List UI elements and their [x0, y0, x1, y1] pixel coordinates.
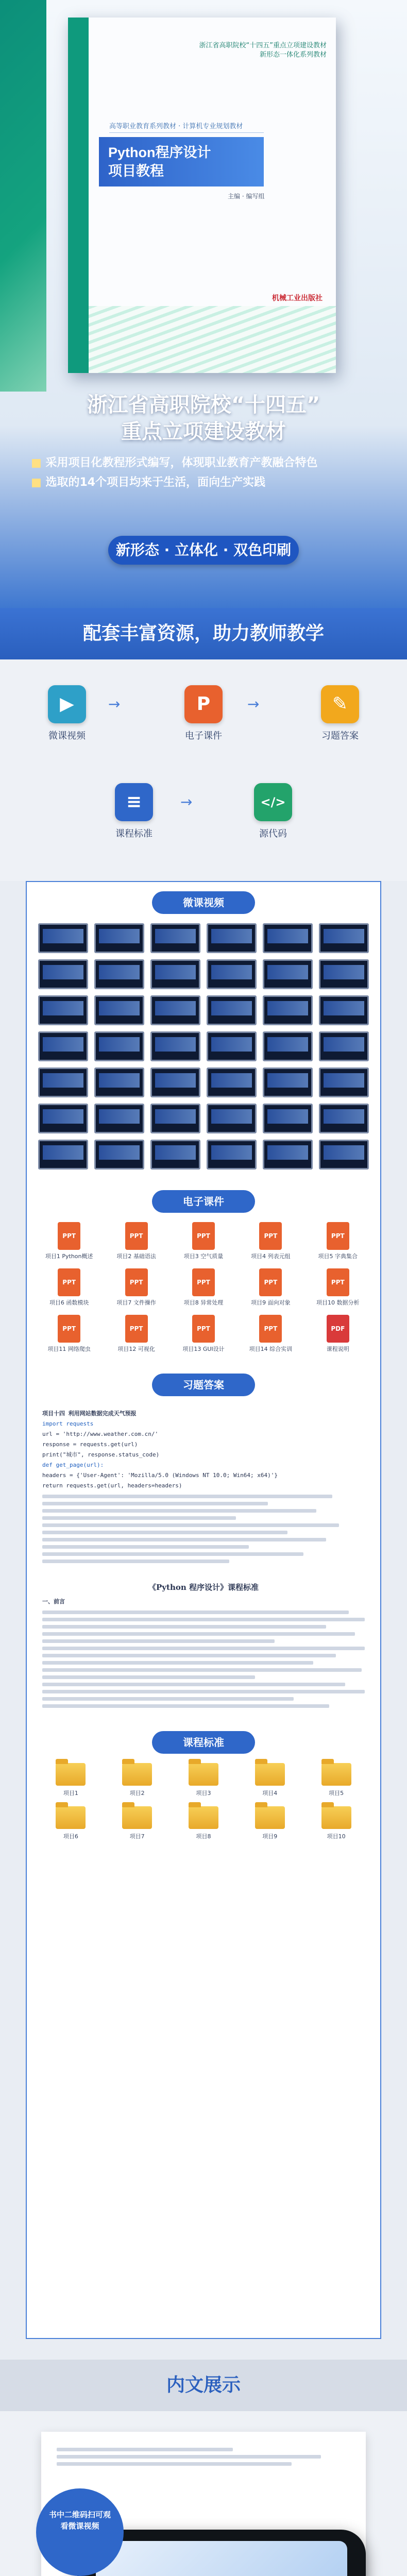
- video-thumb[interactable]: [207, 1031, 257, 1061]
- video-thumb[interactable]: [38, 959, 88, 989]
- ppt-file[interactable]: PPT 项目2 基础语法: [106, 1222, 166, 1260]
- video-thumb[interactable]: [207, 959, 257, 989]
- source-folder[interactable]: 项目7: [109, 1806, 166, 1840]
- resources-title: 配套丰富资源，助力教师教学: [0, 608, 407, 659]
- video-thumb[interactable]: [207, 995, 257, 1025]
- video-thumb[interactable]: [38, 1140, 88, 1170]
- ppt-file-icon: PPT: [125, 1222, 148, 1250]
- ppt-file[interactable]: PPT 项目8 异常处理: [174, 1268, 233, 1307]
- video-thumb-grid: [27, 923, 380, 1170]
- preview-section: [0, 2411, 407, 2576]
- hero-section: [0, 0, 407, 608]
- cover-stripe: [0, 0, 46, 392]
- video-thumb[interactable]: [319, 1031, 369, 1061]
- syllabus-sample: 《Python 程序设计》课程标准 一、前言: [27, 1577, 380, 1722]
- cover-pattern: [89, 306, 336, 373]
- video-pill: 微课视频: [152, 891, 255, 914]
- video-thumb[interactable]: [319, 923, 369, 953]
- video-thumb[interactable]: [150, 1104, 200, 1133]
- folder-icon: [56, 1806, 86, 1829]
- folder-icon: [56, 1763, 86, 1786]
- ppt-grid: [27, 1222, 380, 1353]
- pdf-file-icon: PDF: [327, 1315, 349, 1343]
- ppt-file-icon: PPT: [327, 1222, 349, 1250]
- video-thumb[interactable]: [207, 1140, 257, 1170]
- folder-icon: [122, 1806, 152, 1829]
- book-title: Python程序设计 项目教程: [99, 137, 264, 187]
- ppt-file-icon: PPT: [327, 1268, 349, 1296]
- video-thumb[interactable]: [263, 1104, 313, 1133]
- video-thumb[interactable]: [207, 923, 257, 953]
- ppt-file-icon: PPT: [259, 1315, 282, 1343]
- resource-answers[interactable]: ✎ 习题答案: [304, 685, 376, 742]
- hero-headline: 浙江省高职院校“十四五” 重点立项建设教材: [87, 393, 320, 444]
- ppt-file[interactable]: PPT 项目11 网络爬虫: [39, 1315, 99, 1353]
- book-cover: [68, 18, 336, 373]
- ppt-file[interactable]: PPT 项目12 可视化: [106, 1315, 166, 1353]
- ppt-file-icon: PPT: [125, 1268, 148, 1296]
- video-thumb[interactable]: [94, 1067, 144, 1097]
- video-thumb[interactable]: [94, 995, 144, 1025]
- source-folder[interactable]: 项目10: [308, 1806, 365, 1840]
- arrow-icon: →: [108, 696, 121, 713]
- hero-bullet: ■ 选取的14个项目均来于生活，面向生产实践: [31, 473, 381, 493]
- series-tag: 浙江省高职院校“十四五”重点立项建设教材 新形态一体化系列教材: [199, 42, 327, 59]
- arrow-icon: →: [247, 696, 260, 713]
- video-thumb[interactable]: [150, 995, 200, 1025]
- ppt-file-icon: PPT: [192, 1222, 215, 1250]
- video-thumb[interactable]: [150, 959, 200, 989]
- folder-icon: [122, 1763, 152, 1786]
- video-thumb[interactable]: [150, 1067, 200, 1097]
- folder-icon: [321, 1806, 351, 1829]
- ppt-file[interactable]: PPT 项目1 Python概述: [39, 1222, 99, 1260]
- video-thumb[interactable]: [150, 923, 200, 953]
- video-thumb[interactable]: [263, 1067, 313, 1097]
- ppt-file-icon: PPT: [58, 1315, 80, 1343]
- video-thumb[interactable]: [263, 923, 313, 953]
- source-folder[interactable]: 项目8: [175, 1806, 232, 1840]
- video-thumb[interactable]: [94, 959, 144, 989]
- video-thumb[interactable]: [319, 1104, 369, 1133]
- ppt-file[interactable]: PPT 项目7 文件操作: [106, 1268, 166, 1307]
- folder-icon: [189, 1763, 218, 1786]
- publisher-logo: 机械工业出版社: [272, 294, 323, 302]
- ppt-file[interactable]: PPT 项目14 综合实训: [241, 1315, 300, 1353]
- preview-title: 内文展示: [0, 2360, 407, 2411]
- source-folder[interactable]: 项目4: [241, 1763, 298, 1797]
- answers-code-sample: 项目十四 利用网站数据完成天气预报 import requests url = 'http://www.weather.com.cn/' response = requests.get(url) print("城市", response.status_code) def get_page(url): headers = {'User-Agent': 'Mozilla/5.0 (Windows NT 10.0; Win64; x64)'} return requests.get(url, headers=headers): [27, 1405, 380, 1577]
- ppt-file[interactable]: PPT 项目3 空气质量: [174, 1222, 233, 1260]
- answers-pill: 习题答案: [152, 1374, 255, 1396]
- folder-icon: [255, 1806, 285, 1829]
- standard-icon: ≡: [115, 783, 153, 821]
- hero-bullets: [31, 453, 381, 493]
- ppt-file[interactable]: PPT 项目4 列表元组: [241, 1222, 300, 1260]
- source-folder[interactable]: 项目3: [175, 1763, 232, 1797]
- resource-standard[interactable]: ≡ 课程标准: [98, 783, 170, 840]
- ppt-file[interactable]: PPT 项目9 面向对象: [241, 1268, 300, 1307]
- video-thumb[interactable]: [38, 1104, 88, 1133]
- syllabus-title: 《Python 程序设计》课程标准: [148, 1583, 259, 1592]
- video-thumb[interactable]: [319, 1067, 369, 1097]
- resource-video[interactable]: ▶ 微课视频: [31, 685, 103, 742]
- arrow-icon: →: [180, 793, 193, 810]
- pdf-file[interactable]: PDF 课程说明: [308, 1315, 368, 1353]
- video-thumb[interactable]: [319, 1140, 369, 1170]
- video-thumb[interactable]: [263, 959, 313, 989]
- folder-icon: [189, 1806, 218, 1829]
- book-editor: 主编 · 编写组: [228, 193, 265, 200]
- video-thumb[interactable]: [94, 1140, 144, 1170]
- feature-badge: 新形态 · 立体化 · 双色印刷: [108, 536, 299, 565]
- answers-icon: ✎: [321, 685, 359, 723]
- video-thumb[interactable]: [150, 1140, 200, 1170]
- source-folder-grid: [27, 1763, 380, 1856]
- ppt-pill: 电子课件: [152, 1190, 255, 1213]
- ppt-file[interactable]: PPT 项目10 数据分析: [308, 1268, 368, 1307]
- code-icon: </>: [254, 783, 292, 821]
- video-thumb[interactable]: [150, 1031, 200, 1061]
- ppt-file-icon: PPT: [58, 1222, 80, 1250]
- standard-pill: 课程标准: [152, 1731, 255, 1754]
- qr-bubble: 书中二维码扫可观看微课视频: [36, 2488, 124, 2576]
- video-thumb[interactable]: [38, 995, 88, 1025]
- video-thumb[interactable]: [94, 923, 144, 953]
- video-thumb[interactable]: [263, 1031, 313, 1061]
- resource-showcase: [26, 881, 381, 2339]
- video-thumb[interactable]: [38, 1067, 88, 1097]
- ppt-file-icon: PPT: [192, 1268, 215, 1296]
- ppt-file-icon: PPT: [259, 1268, 282, 1296]
- video-thumb[interactable]: [263, 995, 313, 1025]
- video-thumb[interactable]: [319, 995, 369, 1025]
- source-folder[interactable]: 项目2: [109, 1763, 166, 1797]
- resources-section: [0, 659, 407, 881]
- ppt-file[interactable]: PPT 项目5 字典集合: [308, 1222, 368, 1260]
- resource-ppt[interactable]: P 电子课件: [167, 685, 240, 742]
- video-thumb[interactable]: [94, 1031, 144, 1061]
- resource-source[interactable]: </> 源代码: [237, 783, 309, 840]
- video-thumb[interactable]: [94, 1104, 144, 1133]
- source-folder[interactable]: 项目6: [42, 1806, 99, 1840]
- ppt-file-icon: PPT: [259, 1222, 282, 1250]
- video-thumb[interactable]: [207, 1067, 257, 1097]
- video-thumb[interactable]: [319, 959, 369, 989]
- video-thumb[interactable]: [38, 1031, 88, 1061]
- book-subtitle: 高等职业教育系列教材 · 计算机专业规划教材: [109, 121, 264, 133]
- ppt-file-icon: PPT: [192, 1315, 215, 1343]
- ppt-file[interactable]: PPT 项目13 GUI设计: [174, 1315, 233, 1353]
- folder-icon: [321, 1763, 351, 1786]
- phone-screen: [96, 2541, 347, 2576]
- video-thumb[interactable]: [207, 1104, 257, 1133]
- ppt-file-icon: PPT: [58, 1268, 80, 1296]
- video-thumb[interactable]: [263, 1140, 313, 1170]
- ppt-icon: P: [184, 685, 223, 723]
- ppt-file-icon: PPT: [125, 1315, 148, 1343]
- source-folder[interactable]: 项目1: [42, 1763, 99, 1797]
- video-icon: ▶: [48, 685, 86, 723]
- video-thumb[interactable]: [38, 923, 88, 953]
- folder-icon: [255, 1763, 285, 1786]
- source-folder[interactable]: 项目5: [308, 1763, 365, 1797]
- ppt-file[interactable]: PPT 项目6 函数模块: [39, 1268, 99, 1307]
- source-folder[interactable]: 项目9: [241, 1806, 298, 1840]
- hero-bullet: ■ 采用项目化教程形式编写，体现职业教育产教融合特色: [31, 453, 381, 473]
